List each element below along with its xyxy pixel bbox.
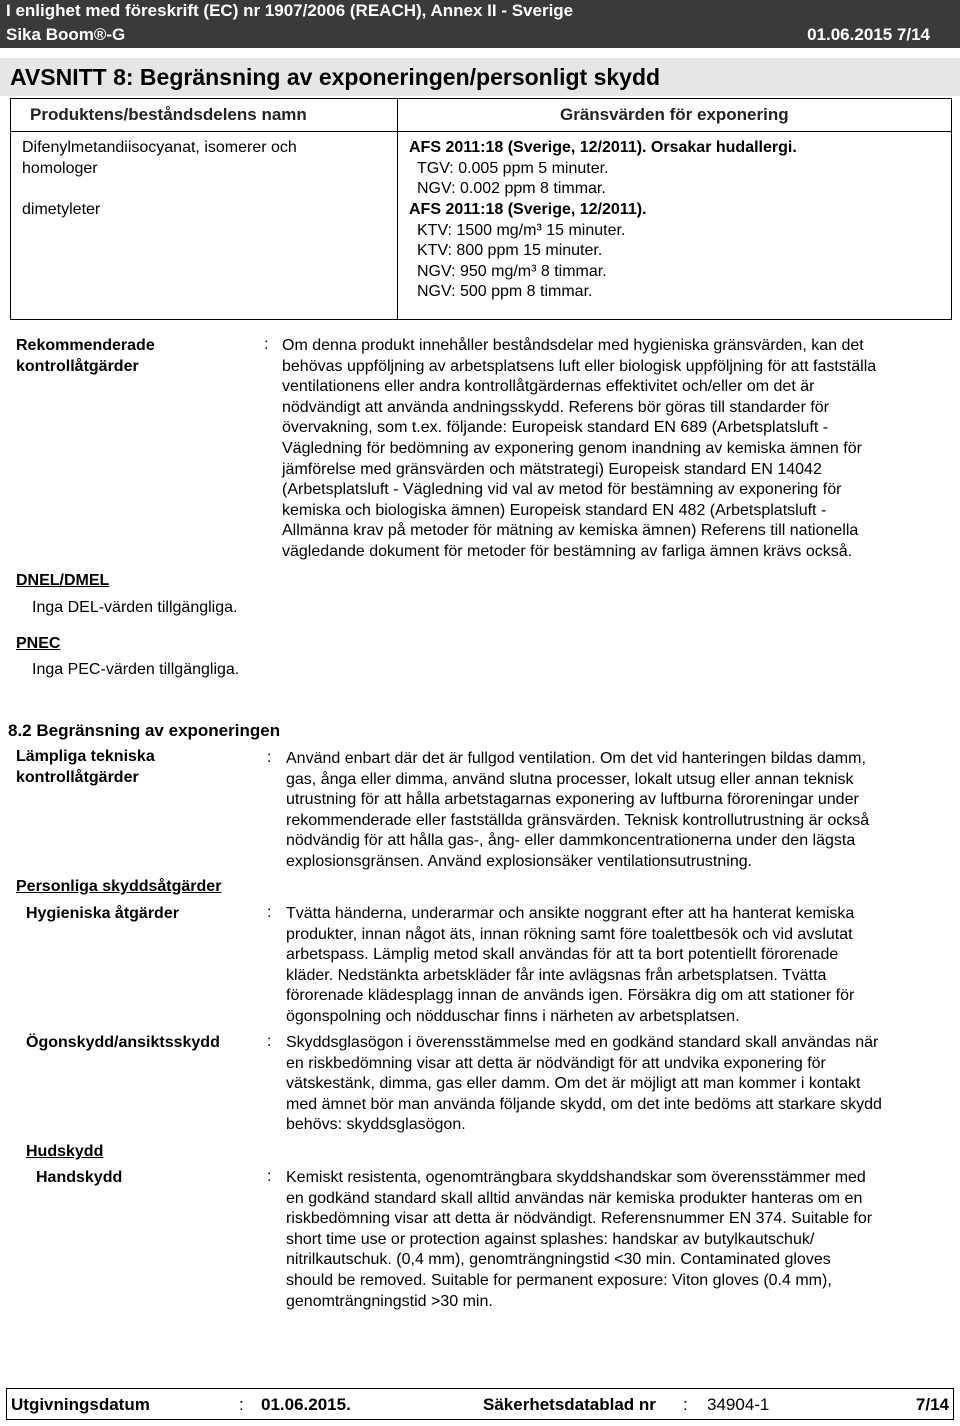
text-line: nödvändigt att använda andningsskydd. Referens bör göras till standarder för bbox=[282, 398, 830, 416]
recommended-label bbox=[16, 336, 155, 377]
subsection-title: 8.2 Begränsning av exponeringen bbox=[8, 721, 281, 740]
text-line: Allmänna krav på metoder för mätning av kemiska ämnen) Referens till nationella bbox=[282, 522, 859, 540]
page-number: 7/14 bbox=[915, 1395, 949, 1414]
text-line: med ämnet bör man använda följande skydd, om det inte bedöms att starkare skydd bbox=[286, 1095, 882, 1113]
colon: : bbox=[683, 1395, 688, 1414]
issue-date-label: Utgivningsdatum bbox=[11, 1395, 150, 1414]
text-line: gas, ånga eller dimma, använd slutna processer, lokalt utsug eller annan teknisk bbox=[286, 770, 854, 788]
limit-value: TGV: 0.005 ppm 5 minuter. bbox=[417, 159, 609, 177]
text-line: explosionsgränsen. Använd explosionsäker ventilationsutrustning. bbox=[286, 852, 753, 870]
text-line: produkter, innan något äts, innan rökning samt före toalettbesök och vid avslutat bbox=[286, 925, 853, 943]
text-line: ögonspolning och nödduschar finns i närheten av arbetsplatsen. bbox=[286, 1007, 740, 1025]
label-line: Rekommenderade bbox=[16, 337, 155, 354]
hygiene-text bbox=[286, 904, 954, 1028]
colon: : bbox=[267, 1033, 272, 1050]
limit-value: NGV: 500 ppm 8 timmar. bbox=[417, 283, 593, 301]
table-header-divider bbox=[10, 131, 952, 132]
recommended-text bbox=[282, 336, 952, 563]
skin-protection-title: Hudskydd bbox=[26, 1143, 104, 1160]
tech-controls-text bbox=[286, 749, 954, 873]
colon: : bbox=[239, 1395, 244, 1414]
text-line: utrustning för att hålla arbetstagarnas exponering av luftburna föroreningar under bbox=[286, 791, 859, 809]
label-line: kontrollåtgärder bbox=[16, 357, 139, 375]
text-line: Om denna produkt innehåller beståndsdelar med hygieniska gränsvärden, kan det bbox=[282, 337, 864, 354]
text-line: jämförelse med gränsvärden och mätstrategi) Europeisk standard EN 14042 bbox=[282, 460, 822, 478]
hand-protection-label: Handskydd bbox=[36, 1169, 123, 1186]
text-line: short time use or protection against splashes: handskar av butylkautschuk/ bbox=[286, 1230, 815, 1248]
text-line: vätskestänk, dimma, gas eller damm. Om det är möjligt att man kommer i kontakt bbox=[286, 1075, 861, 1093]
text-line: behövs: skyddsglasögon. bbox=[286, 1116, 466, 1134]
pnec-text: Inga PEC-värden tillgängliga. bbox=[32, 661, 240, 678]
colon: : bbox=[267, 904, 272, 921]
text-line: Skyddsglasögon i överensstämmelse med en godkänd standard skall användas när bbox=[286, 1034, 879, 1051]
eye-protection-text bbox=[286, 1033, 954, 1136]
text-line: nödvändig för att hålla gas-, ång- eller dammkoncentrationerna under den lägsta bbox=[286, 832, 856, 850]
text-line: övervakning, som t.ex. följande: Europeisk standard EN 689 (Arbetsplatsluft - bbox=[282, 419, 829, 437]
issue-date: 01.06.2015. bbox=[261, 1395, 351, 1414]
document-footer bbox=[6, 1388, 954, 1420]
personal-protection-title: Personliga skyddsåtgärder bbox=[16, 878, 222, 895]
text-line: en riskbedömning visar att detta är nödvändigt för att undvika exponering för bbox=[286, 1054, 826, 1072]
table-row bbox=[22, 138, 297, 179]
text-line: ventilationens eller andra kontrollåtgärdernas effektivitet och/eller om det är bbox=[282, 378, 815, 396]
text-line: rekommenderade eller fastställda gränsvärden. Teknisk kontrollutrustning är också bbox=[286, 811, 870, 829]
limit-source: AFS 2011:18 (Sverige, 12/2011). Orsakar hudallergi. bbox=[409, 139, 797, 156]
table-header-name: Produktens/beståndsdelens namn bbox=[30, 105, 307, 124]
text-line: Kemiskt resistenta, ogenomträngbara skyddshandskar som överensstämmer med bbox=[286, 1169, 866, 1186]
label-line: kontrollåtgärder bbox=[16, 768, 139, 786]
table-header-limits: Gränsvärden för exponering bbox=[560, 105, 789, 124]
text-line: genomträngningstid >30 min. bbox=[286, 1292, 493, 1310]
hand-protection-text bbox=[286, 1168, 954, 1312]
dnel-text: Inga DEL-värden tillgängliga. bbox=[32, 599, 238, 616]
text-line: riskbedömning visar att detta är nödvändigt. Referensnummer EN 374. Suitable for bbox=[286, 1210, 873, 1228]
text-line: should be removed. Suitable for permanent exposure: Viton gloves (0.4 mm), bbox=[286, 1271, 832, 1289]
text-line: (Arbetsplatsluft - Vägledning vid val av metod för bestämning av exponering för bbox=[282, 481, 842, 499]
table-row-limits bbox=[409, 138, 797, 200]
text-line: Vägledning för bedömning av exponering genom inandning av kemiska ämnen för bbox=[282, 439, 862, 457]
substance-name: dimetyleter bbox=[22, 201, 101, 218]
text-line: arbetspass. Lämplig metod skall användas för att ta bort potentiellt förorenade bbox=[286, 946, 839, 964]
regulation-line: I enlighet med föreskrift (EC) nr 1907/2006 (REACH), Annex II - Sverige bbox=[6, 1, 574, 20]
pnec-title: PNEC bbox=[16, 635, 61, 652]
limit-value: KTV: 1500 mg/m³ 15 minuter. bbox=[417, 221, 626, 239]
date-page: 01.06.2015 7/14 bbox=[807, 25, 930, 44]
text-line: nitrilkautschuk. (0,4 mm), genomträngningstid <30 min. Contaminated gloves bbox=[286, 1251, 831, 1269]
text-line: Använd enbart där det är fullgod ventilation. Om det vid hanteringen bildas damm, bbox=[286, 750, 866, 767]
sds-number: 34904-1 bbox=[707, 1395, 770, 1414]
text-line: kemiska och biologiska ämnen) Europeisk standard EN 482 (Arbetsplatsluft - bbox=[282, 501, 827, 519]
table-row-limits bbox=[409, 200, 646, 303]
document-header bbox=[0, 0, 960, 48]
colon: : bbox=[264, 336, 269, 353]
limit-value: NGV: 950 mg/m³ 8 timmar. bbox=[417, 262, 607, 280]
tech-controls-label bbox=[16, 747, 155, 788]
limit-value: NGV: 0.002 ppm 8 timmar. bbox=[417, 180, 606, 198]
eye-protection-label: Ögonskydd/ansiktsskydd bbox=[26, 1034, 220, 1051]
limit-source: AFS 2011:18 (Sverige, 12/2011). bbox=[409, 201, 647, 218]
label-line: Lämpliga tekniska bbox=[16, 748, 155, 765]
table-row bbox=[22, 200, 100, 221]
limit-value: KTV: 800 ppm 15 minuter. bbox=[417, 242, 603, 260]
dnel-title: DNEL/DMEL bbox=[16, 572, 110, 589]
colon: : bbox=[267, 1168, 272, 1185]
substance-name: homologer bbox=[22, 159, 98, 177]
text-line: vägledande dokument för metoder för bestämning av farliga ämnen krävs också. bbox=[282, 542, 853, 560]
substance-name: Difenylmetandiisocyanat, isomerer och bbox=[22, 139, 297, 156]
text-line: förorenade klädesplagg innan de används igen. Försäkra dig om att stationer för bbox=[286, 987, 855, 1005]
text-line: Tvätta händerna, underarmar och ansikte noggrant efter att ha hanterat kemiska bbox=[286, 905, 855, 922]
colon: : bbox=[267, 749, 272, 766]
product-name: Sika Boom®-G bbox=[6, 25, 126, 44]
text-line: behövas uppföljning av arbetsplatsens luft eller biologisk uppföljning för att fastställa bbox=[282, 357, 877, 375]
sds-number-label: Säkerhetsdatablad nr bbox=[483, 1395, 656, 1414]
hygiene-label: Hygieniska åtgärder bbox=[26, 905, 179, 922]
text-line: kläder. Nedstänkta arbetskläder får inte avlägsnas från arbetsplatsen. Tvätta bbox=[286, 966, 827, 984]
section-title: AVSNITT 8: Begränsning av exponeringen/personligt skydd bbox=[0, 58, 960, 96]
text-line: en godkänd standard skall alltid användas när kemiska produkter hanteras om en bbox=[286, 1189, 863, 1207]
